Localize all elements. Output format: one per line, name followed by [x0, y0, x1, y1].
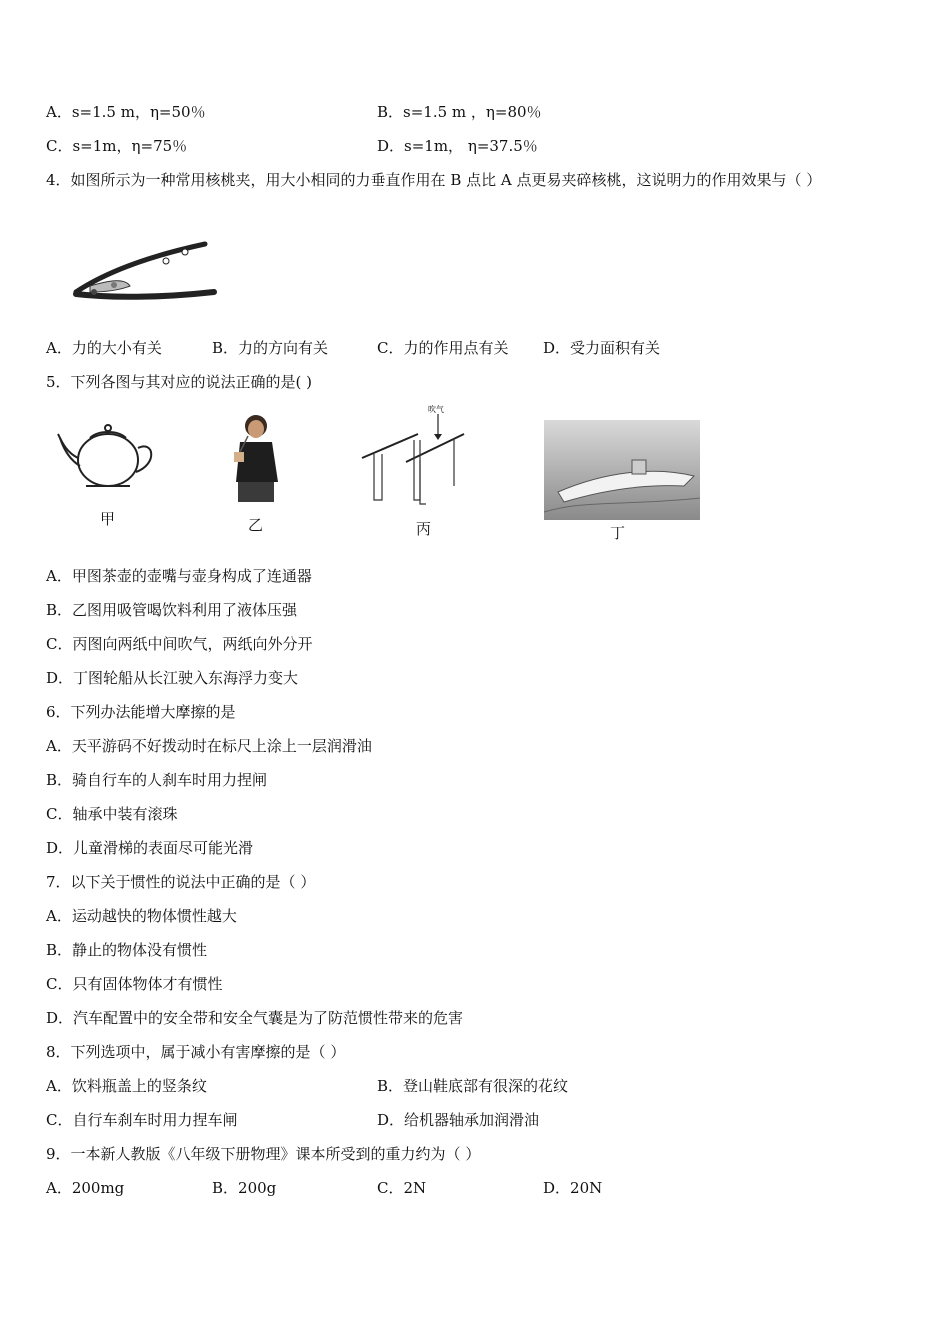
q8-stem: 8．下列选项中，属于减小有害摩擦的是（ ）	[46, 1043, 346, 1061]
q6-option-c: C．轴承中装有滚珠	[46, 805, 178, 823]
q7-option-a: A．运动越快的物体惯性越大	[46, 907, 237, 925]
q4-option-a: A．力的大小有关	[46, 339, 162, 357]
q5-caption-jia: 甲	[100, 510, 116, 528]
ship-figure	[544, 420, 700, 520]
q9-option-c: C．2N	[377, 1179, 427, 1197]
q7-option-c: C．只有固体物体才有惯性	[46, 975, 223, 993]
q7-stem: 7．以下关于惯性的说法中正确的是（ ）	[46, 873, 316, 891]
two-papers-figure	[358, 404, 470, 508]
teapot-figure	[56, 420, 160, 492]
q5-option-c: C．丙图向两纸中间吹气，两纸向外分开	[46, 635, 313, 653]
q3-option-c: C．s=1m，η=75％	[46, 137, 188, 155]
q5-stem: 5．下列各图与其对应的说法正确的是( )	[46, 373, 313, 391]
q8-option-c: C．自行车刹车时用力捏车闸	[46, 1111, 238, 1129]
q3-option-b: B．s=1.5 m ，η=80％	[377, 103, 542, 121]
q6-option-b: B．骑自行车的人刹车时用力捏闸	[46, 771, 268, 789]
q8-option-a: A．饮料瓶盖上的竖条纹	[46, 1077, 207, 1095]
q8-option-b: B．登山鞋底部有很深的花纹	[377, 1077, 569, 1095]
q5-option-a: A．甲图茶壶的壶嘴与壶身构成了连通器	[46, 567, 312, 585]
q8-option-d: D．给机器轴承加润滑油	[377, 1111, 540, 1129]
q3-option-a: A．s=1.5 m，η=50％	[46, 103, 206, 121]
q9-option-b: B．200g	[212, 1179, 277, 1197]
q5-caption-ding: 丁	[610, 524, 626, 542]
q9-stem: 9．一本新人教版《八年级下册物理》课本所受到的重力约为（ ）	[46, 1145, 481, 1163]
q7-option-d: D．汽车配置中的安全带和安全气囊是为了防范惯性带来的危害	[46, 1009, 464, 1027]
q5-caption-yi: 乙	[248, 516, 264, 534]
q5-option-d: D．丁图轮船从长江驶入东海浮力变大	[46, 669, 299, 687]
q6-stem: 6．下列办法能增大摩擦的是	[46, 703, 236, 721]
blow-label: 吹气	[428, 405, 444, 414]
q9-option-d: D．20N	[543, 1179, 603, 1197]
q4-option-b: B．力的方向有关	[212, 339, 329, 357]
q7-option-b: B．静止的物体没有惯性	[46, 941, 208, 959]
q4-stem: 4．如图所示为一种常用核桃夹，用大小相同的力垂直作用在 B 点比 A 点更易夹碎核桃，这说明力的作用效果与（ ）	[46, 171, 822, 189]
q4-option-c: C．力的作用点有关	[377, 339, 509, 357]
q5-option-b: B．乙图用吸管喝饮料利用了液体压强	[46, 601, 298, 619]
q6-option-d: D．儿童滑梯的表面尽可能光滑	[46, 839, 254, 857]
q6-option-a: A．天平游码不好拨动时在标尺上涂上一层润滑油	[46, 737, 372, 755]
q5-caption-bing: 丙	[416, 520, 432, 538]
q3-option-d: D．s=1m， η=37.5％	[377, 137, 538, 155]
nutcracker-figure	[70, 236, 220, 308]
q4-option-d: D．受力面积有关	[543, 339, 661, 357]
boy-drinking-figure	[226, 412, 286, 504]
q9-option-a: A．200mg	[46, 1179, 125, 1197]
